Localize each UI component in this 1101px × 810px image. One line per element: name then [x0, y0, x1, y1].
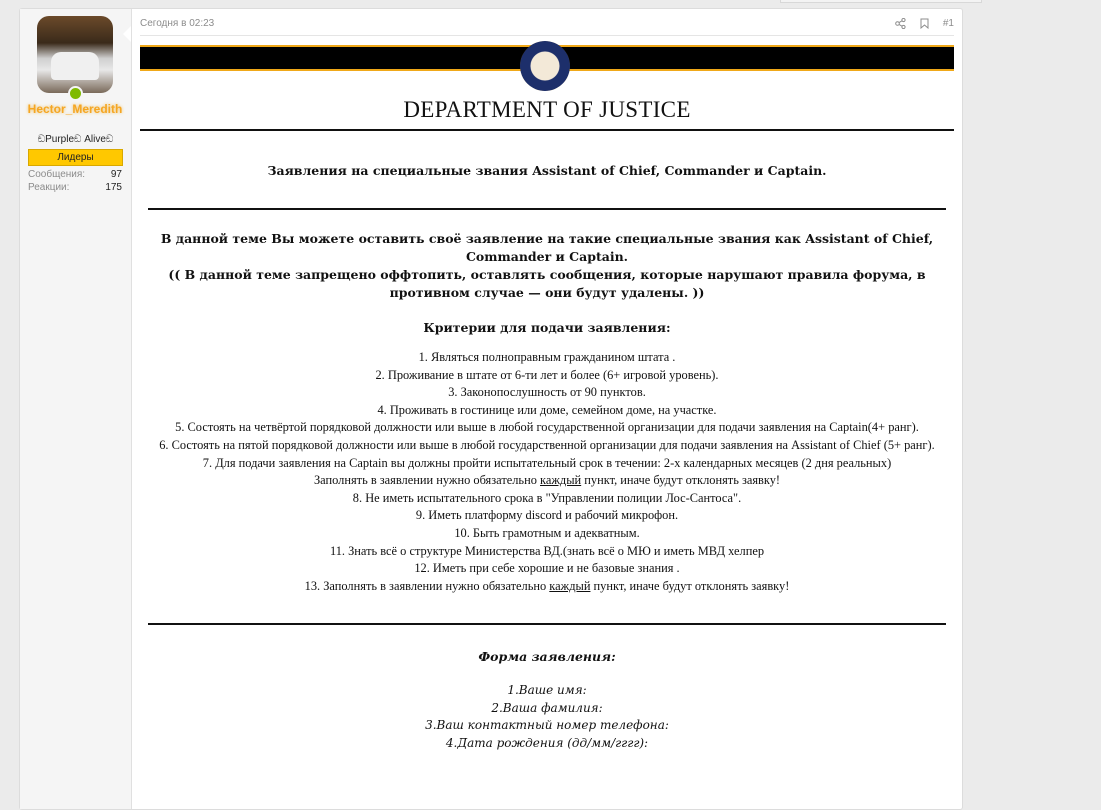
criteria-title: Критерии для подачи заявления: [423, 320, 671, 335]
form-title: Форма заявления: [478, 649, 616, 665]
form-item: 2.Ваша фамилия: [491, 700, 603, 715]
bookmark-icon[interactable] [920, 18, 929, 29]
criteria-item: 7. Для подачи заявления на Captain вы должны пройти испытательный срок в течении: 2-х календарных месяцев (2 дня реальных) [202, 455, 892, 470]
criteria-item: 1. Являться полноправным гражданином штата . [418, 350, 676, 364]
criteria-list [140, 349, 954, 595]
warning-text: (( В данной теме запрещено оффтопить, оставлять сообщения, которые нарушают правила форума, в противном случае — они будут удалены. )) [168, 267, 926, 300]
top-strip [780, 0, 982, 3]
form-item: 3.Ваш контактный номер телефона: [425, 718, 669, 733]
criteria-item: 3. Законопослушность от 90 пунктов. [448, 385, 646, 400]
post-content [140, 9, 954, 752]
banner-title: DEPARTMENT OF JUSTICE [403, 97, 691, 122]
post-heading: Заявления на специальные звания Assistant of Chief, Commander и Captain. [267, 163, 827, 178]
form-item: 4.Дата рождения (дд/мм/гггг): [445, 735, 649, 750]
criteria-item: 8. Не иметь испытательного срока в "Управлении полиции Лос-Сантоса". [352, 490, 742, 505]
user-panel [20, 9, 132, 809]
car-image [51, 52, 99, 80]
form-list [140, 682, 954, 752]
divider [148, 623, 946, 625]
criteria-item: 10. Быть грамотным и адекватным. [454, 525, 640, 540]
criteria-item: 12. Иметь при себе хорошие и не базовые знания . [414, 561, 680, 576]
user-title: ඞPurpleඞ Aliveඞ [37, 134, 114, 145]
criteria-item: 4. Проживать в гостинице или доме, семейном доме, на участке. [377, 402, 717, 417]
post-body [140, 163, 954, 752]
post-timestamp[interactable]: Сегодня в 02:23 [140, 17, 215, 29]
fill-note: Заполнять в заявлении нужно обязательно каждый пункт, иначе будут отклонять заявку! [313, 473, 781, 488]
criteria-item: 9. Иметь платформу discord и рабочий микрофон. [415, 508, 679, 523]
criteria-item: 11. Знать всё о структуре Министерства ВД.(знать всё о МЮ и иметь МВД хелпер [329, 543, 765, 558]
user-group-badge: Лидеры [28, 149, 123, 166]
criteria-item: 2. Проживание в штате от 6-ти лет и более (6+ игровой уровень). [375, 367, 719, 382]
criteria-item: 5. Состоять на четвёртой порядковой должности или выше в любой государственной организации для подачи заявления на Captain(4+ ранг). [175, 420, 919, 435]
post-number-link[interactable]: #1 [942, 17, 954, 29]
intro-text: В данной теме Вы можете оставить своё заявление на такие специальные звания как Assistant of Chief, Commander и Captain. [160, 231, 934, 264]
username-link[interactable]: Hector_Meredith [27, 102, 123, 116]
criteria-item: 6. Состоять на пятой порядковой должности или выше в любой государственной организации для подачи заявления на Assistant of Chief (5+ ранг). [159, 437, 935, 452]
divider [148, 208, 946, 210]
doj-seal-icon [520, 41, 570, 91]
avatar[interactable] [37, 16, 113, 93]
form-item: 1.Ваше имя: [507, 683, 587, 698]
fill-note: 13. Заполнять в заявлении нужно обязательно каждый пункт, иначе будут отклонять заявку! [304, 578, 790, 593]
divider [140, 129, 954, 131]
stat-reactions: Реакции: 175 [28, 182, 122, 193]
online-status-icon [68, 86, 83, 101]
share-icon[interactable] [895, 18, 906, 29]
post-arrow [123, 26, 131, 42]
post-meta [140, 9, 954, 36]
stat-messages: Сообщения: 97 [28, 169, 122, 180]
doj-banner [140, 45, 954, 137]
forum-post [19, 8, 963, 810]
